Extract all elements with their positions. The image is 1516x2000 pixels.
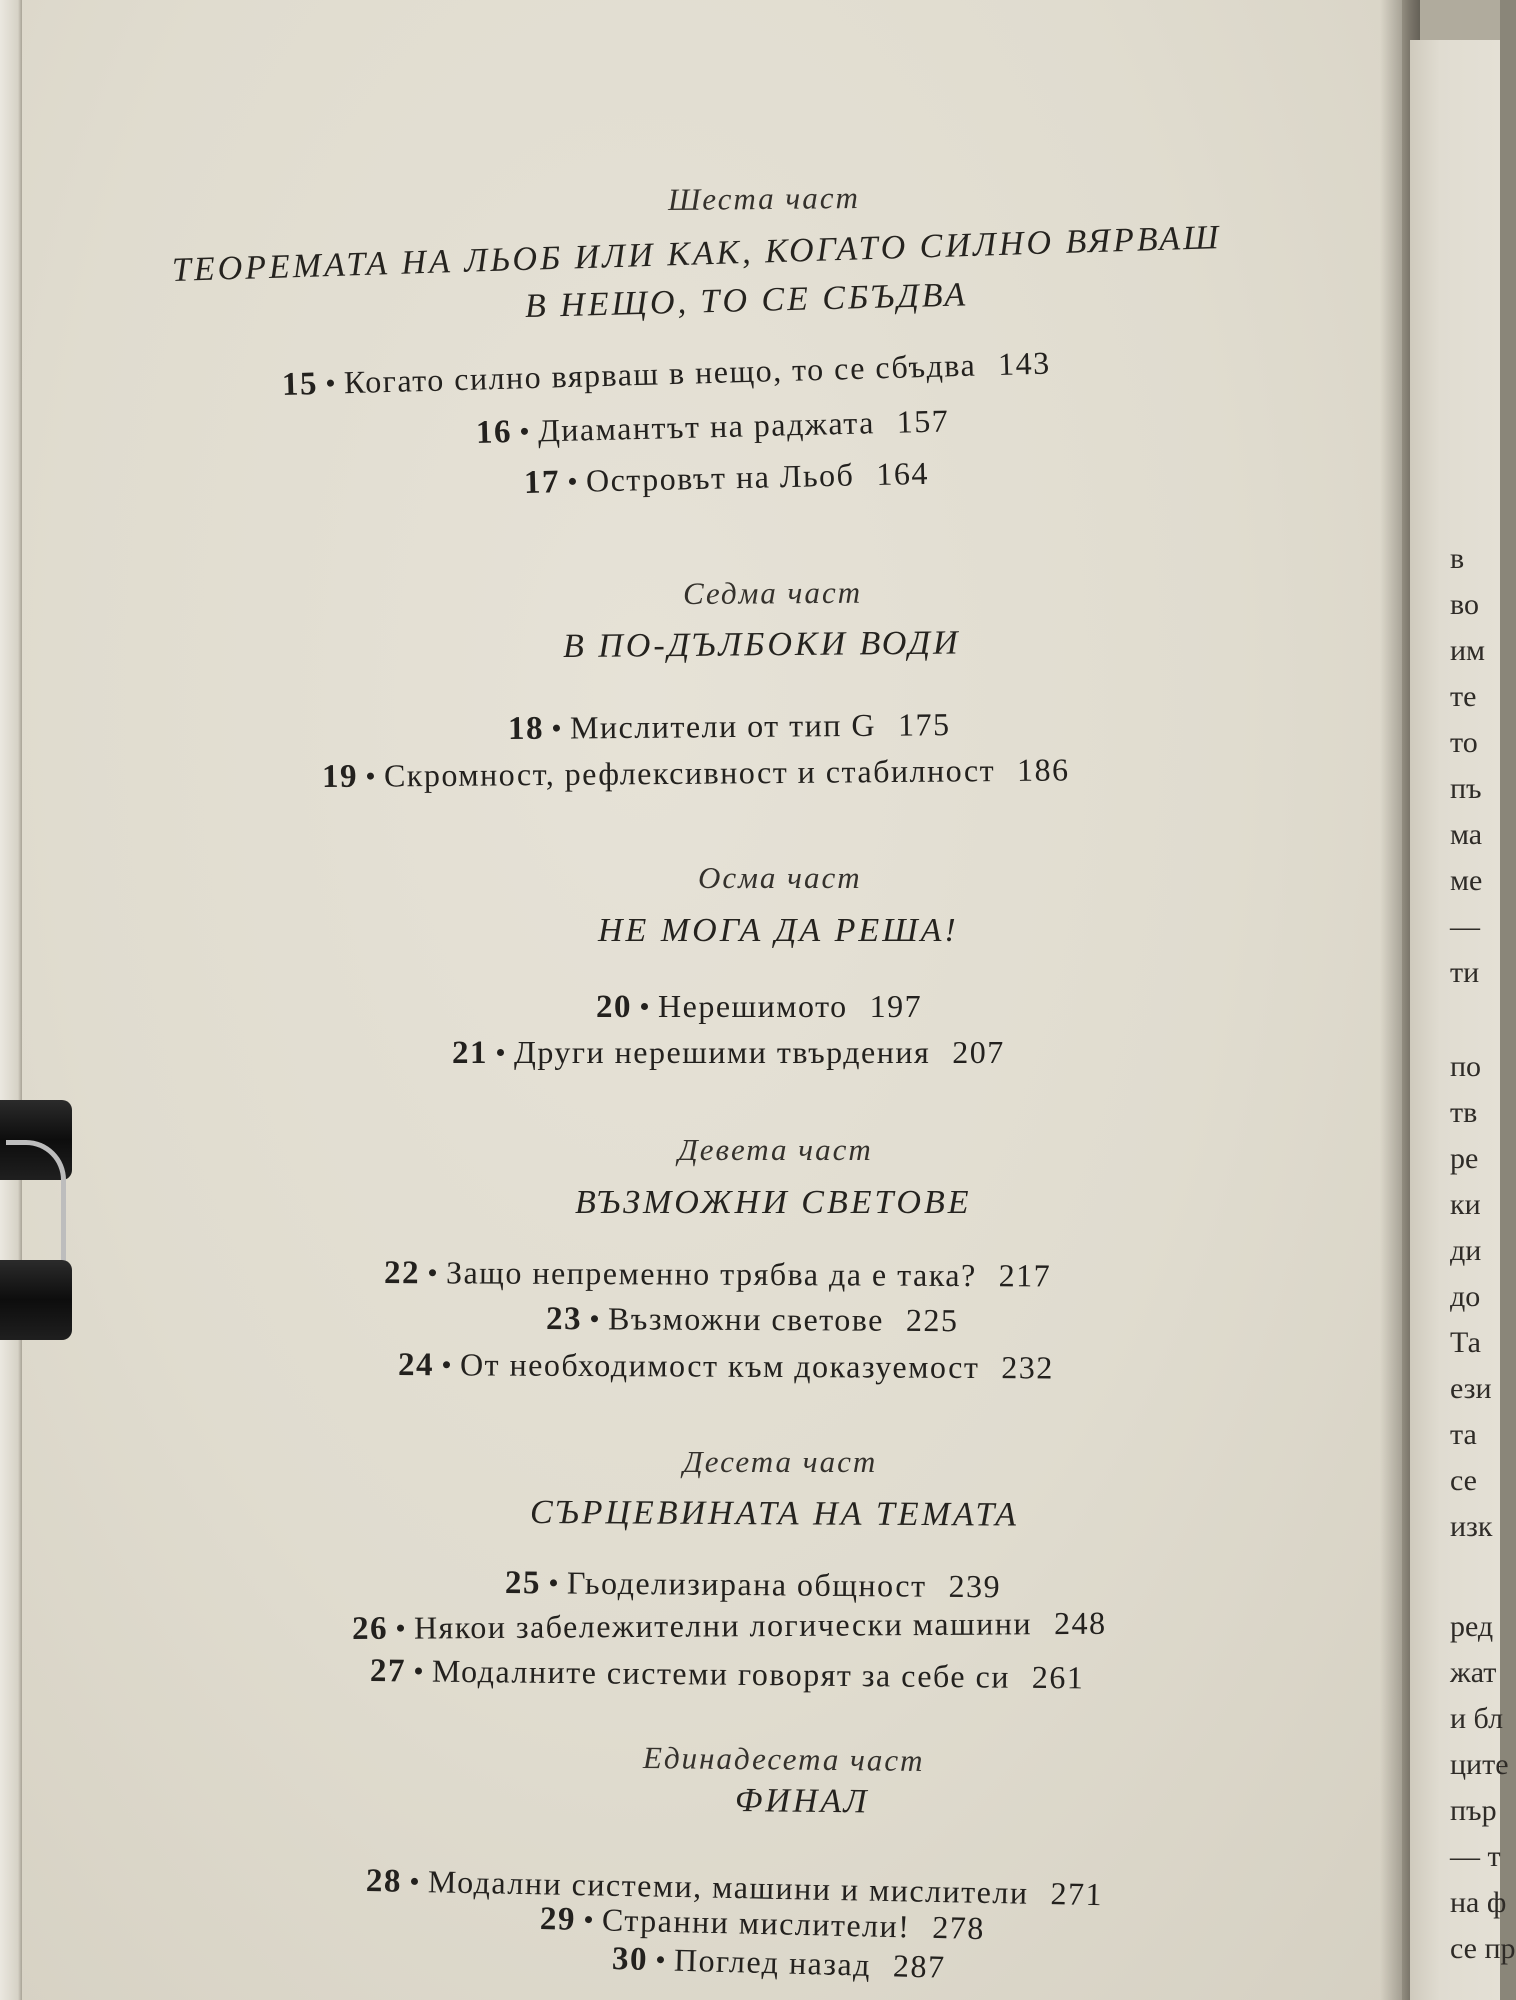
chapter-title: Гьоделизирана общност <box>566 1564 927 1604</box>
fragment-text: се <box>1450 1464 1477 1497</box>
chapter-title: Мислители от тип G <box>569 706 877 746</box>
fragment-text: ме <box>1450 864 1483 897</box>
toc-entry <box>322 751 1070 796</box>
bullet-dot-icon <box>397 1625 404 1632</box>
page-number: 232 <box>1001 1349 1054 1386</box>
toc-entry <box>612 1940 946 1987</box>
page-number: 271 <box>1050 1875 1104 1913</box>
part-label: Шеста част <box>667 179 861 217</box>
next-page-fragment <box>1410 40 1516 2000</box>
chapter-number: 20 <box>596 989 632 1025</box>
bullet-dot-icon <box>429 1269 436 1276</box>
part-title: В ПО-ДЪЛБОКИ ВОДИ <box>562 624 961 665</box>
chapter-number: 21 <box>452 1035 488 1071</box>
fragment-text: тв <box>1450 1096 1478 1129</box>
chapter-number: 19 <box>321 758 359 795</box>
page-number: 278 <box>931 1908 986 1947</box>
fragment-text: ди <box>1450 1234 1482 1267</box>
fragment-text: по <box>1450 1050 1482 1083</box>
page-number: 248 <box>1053 1604 1107 1642</box>
toc-entry <box>352 1605 1107 1648</box>
fragment-text: ези <box>1450 1372 1492 1405</box>
chapter-number: 29 <box>539 1901 577 1938</box>
page-number: 239 <box>948 1567 1002 1605</box>
page-number: 164 <box>875 454 930 492</box>
chapter-title: От необходимост към доказуемост <box>459 1346 980 1386</box>
fragment-text: ти <box>1450 956 1480 989</box>
page-number: 261 <box>1031 1658 1085 1696</box>
chapter-number: 15 <box>281 366 319 403</box>
chapter-title: Поглед назад <box>673 1941 872 1983</box>
chapter-number: 26 <box>351 1610 389 1647</box>
chapter-title: Нерешимото <box>658 988 848 1024</box>
chapter-title: Когато силно вярваш в нещо, то се сбъдва <box>343 346 977 401</box>
chapter-number: 28 <box>365 1863 403 1900</box>
page-number: 143 <box>997 344 1052 382</box>
part-title: В НЕЩО, ТО СЕ СБЪДВА <box>524 276 969 325</box>
fragment-text: до <box>1450 1280 1481 1313</box>
fragment-text: в <box>1450 542 1465 575</box>
page-number: 197 <box>869 988 923 1024</box>
fragment-text: ред <box>1450 1610 1494 1643</box>
bullet-dot-icon <box>327 380 334 387</box>
fragment-text: то <box>1450 726 1478 759</box>
fragment-text: пъ <box>1450 772 1482 805</box>
chapter-title: Островът на Льоб <box>585 456 855 499</box>
fragment-text: се пр <box>1450 1932 1516 1965</box>
fragment-text: и бл <box>1450 1702 1504 1735</box>
chapter-number: 25 <box>504 1565 542 1602</box>
chapter-title: Модалните системи говорят за себе си <box>431 1652 1011 1695</box>
bullet-dot-icon <box>443 1361 450 1368</box>
toc-entry <box>546 1300 959 1340</box>
part-label: Единадесета част <box>642 1740 925 1778</box>
fragment-text: жат <box>1450 1656 1497 1689</box>
part-title: СЪРЦЕВИНАТА НА ТЕМАТА <box>529 1494 1020 1534</box>
bullet-dot-icon <box>553 725 560 732</box>
page-number: 287 <box>892 1947 946 1985</box>
part-label: Осма част <box>698 860 862 895</box>
chapter-number: 18 <box>507 710 545 747</box>
chapter-number: 22 <box>383 1255 421 1292</box>
fragment-text: ки <box>1450 1188 1481 1221</box>
bullet-dot-icon <box>497 1049 504 1056</box>
chapter-number: 16 <box>475 414 513 451</box>
part-label: Девета част <box>678 1132 873 1167</box>
toc-entry <box>452 1034 1005 1072</box>
toc-entry <box>596 988 922 1026</box>
toc-entry <box>384 1254 1051 1295</box>
fragment-text: им <box>1450 634 1486 667</box>
fragment-text: Та <box>1450 1326 1481 1359</box>
toc-entry <box>508 706 951 748</box>
chapter-number: 23 <box>545 1301 583 1338</box>
bullet-dot-icon <box>367 773 374 780</box>
page-number: 225 <box>905 1301 959 1339</box>
bullet-dot-icon <box>411 1878 418 1885</box>
toc-entry <box>398 1346 1054 1387</box>
bullet-dot-icon <box>569 478 576 485</box>
bullet-dot-icon <box>415 1668 422 1675</box>
chapter-number: 27 <box>369 1653 407 1690</box>
fragment-text: на ф <box>1450 1886 1507 1919</box>
chapter-title: Други нерешими твърдения <box>514 1034 931 1070</box>
chapter-number: 17 <box>523 464 561 501</box>
part-title: ФИНАЛ <box>734 1782 870 1821</box>
chapter-number: 24 <box>397 1347 435 1384</box>
fragment-text: — т <box>1450 1840 1501 1873</box>
part-label: Седма част <box>682 574 863 611</box>
page-number: 157 <box>896 402 950 440</box>
fragment-text: изк <box>1450 1510 1493 1543</box>
fragment-text: ма <box>1450 818 1483 851</box>
part-label: Десета част <box>683 1444 878 1479</box>
chapter-title: Скромност, рефлексивност и стабилност <box>383 752 996 794</box>
page-number: 186 <box>1016 751 1070 788</box>
page-number: 175 <box>897 706 951 743</box>
chapter-title: Модални системи, машини и мислители <box>427 1863 1029 1911</box>
bullet-dot-icon <box>657 1956 664 1963</box>
fragment-text: та <box>1450 1418 1477 1451</box>
bullet-dot-icon <box>521 428 528 435</box>
chapter-title: Възможни светове <box>607 1300 885 1338</box>
part-title: НЕ МОГА ДА РЕША! <box>598 912 959 949</box>
page-number: 217 <box>998 1257 1052 1294</box>
part-title: ВЪЗМОЖНИ СВЕТОВЕ <box>575 1184 972 1221</box>
chapter-title: Защо непременно трябва да е така? <box>445 1254 977 1294</box>
fragment-text: ре <box>1450 1142 1479 1175</box>
fragment-text: пър <box>1450 1794 1497 1827</box>
chapter-title: Странни мислители! <box>601 1901 911 1945</box>
fragment-text: — <box>1450 910 1480 943</box>
fragment-text: ците <box>1450 1748 1509 1781</box>
toc-entry <box>524 455 930 502</box>
part-title: ТЕОРЕМАТА НА ЛЬОБ ИЛИ КАК, КОГАТО СИЛНО ВЯРВАШ <box>171 219 1223 289</box>
fragment-text: во <box>1450 588 1479 621</box>
bullet-dot-icon <box>641 1003 648 1010</box>
toc-entry <box>505 1564 1001 1606</box>
chapter-number: 30 <box>611 1941 649 1978</box>
bullet-dot-icon <box>550 1580 557 1587</box>
chapter-title: Някои забележителни логически машини <box>413 1605 1033 1646</box>
toc-entry <box>281 345 1051 404</box>
bullet-dot-icon <box>591 1315 598 1322</box>
fragment-text: те <box>1450 680 1477 713</box>
toc-entry <box>476 402 950 452</box>
bullet-dot-icon <box>585 1916 592 1923</box>
toc-entry <box>370 1652 1085 1697</box>
chapter-title: Диамантът на раджата <box>537 404 876 449</box>
page-number: 207 <box>952 1034 1005 1070</box>
